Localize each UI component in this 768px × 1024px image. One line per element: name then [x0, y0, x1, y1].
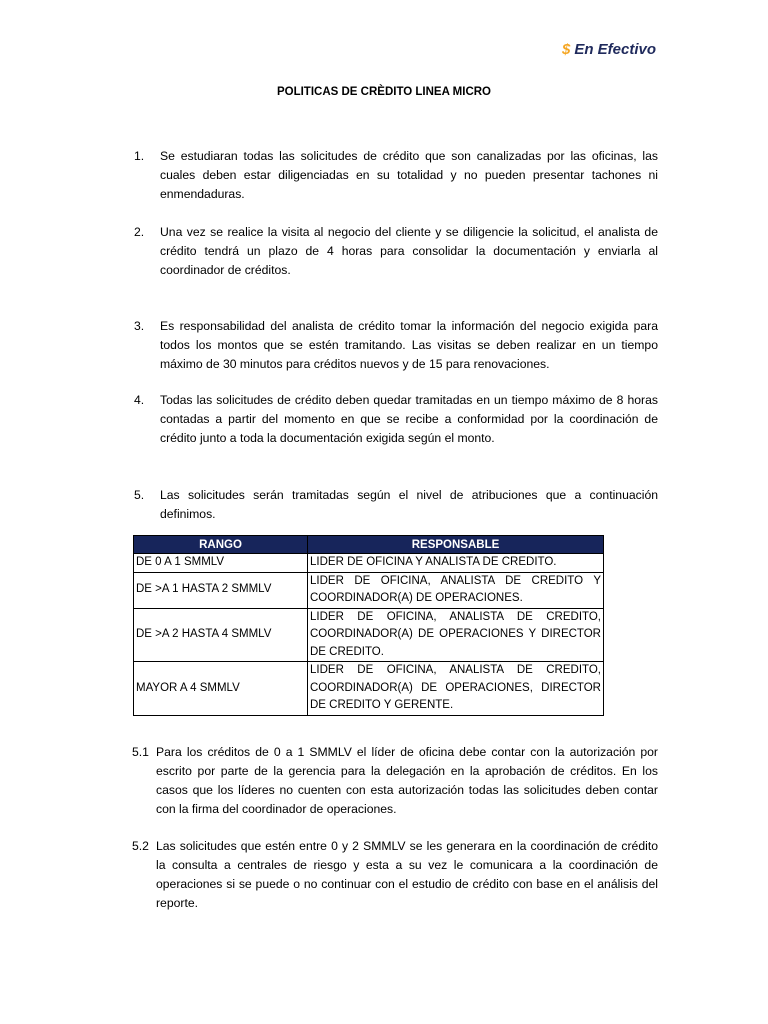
sub-item-text: Para los créditos de 0 a 1 SMMLV el líder de oficina debe contar con la autorización por escrito por parte de la gerencia para la delegación en la aprobación de créditos. En los casos que los líderes no cuenten con esta autorización todas las solicitudes deben contar con la firma del coordinador de operaciones.: [156, 745, 658, 816]
sub-item: [132, 837, 658, 913]
brand-name: En Efectivo: [574, 41, 657, 58]
item-number: 3.: [134, 319, 145, 333]
item-number: 4.: [134, 393, 145, 407]
page-title: POLITICAS DE CRÈDITO LINEA MICRO: [276, 86, 492, 98]
item-text: Las solicitudes serán tramitadas según el nivel de atribuciones que a continuación definimos.: [160, 488, 658, 521]
brand-logo: [562, 41, 656, 58]
dollar-icon: $: [562, 41, 571, 58]
table-row: [134, 608, 604, 662]
item-number: 5.: [134, 488, 145, 502]
table-row: [134, 662, 604, 716]
sub-item-text: Las solicitudes que estén entre 0 y 2 SMMLV se les generara en la coordinación de crédito la consulta a centrales de riesgo y esta a su vez le comunicara a la coordinación de operaciones si se puede o no continuar con el estudio de crédito con base en el análisis del reporte.: [156, 839, 658, 910]
column-header-rango: RANGO: [134, 536, 308, 554]
table-cell-rango: MAYOR A 4 SMMLV: [134, 662, 308, 716]
item-text: Es responsabilidad del analista de crédito tomar la información del negocio exigida para todos los montos que se estén tramitando. Las visitas se deben realizar en un tiempo máximo de 30 minutos para créditos nuevos y de 15 para renovaciones.: [160, 319, 658, 371]
table-row: [134, 554, 604, 573]
item-text: Se estudiaran todas las solicitudes de crédito que son canalizadas por las oficinas, las cuales deben estar diligenciadas en su totalidad y no pueden presentar tachones ni enmendaduras.: [160, 149, 658, 201]
table-cell-responsable: LIDER DE OFICINA, ANALISTA DE CREDITO, COORDINADOR(A) DE OPERACIONES, DIRECTOR DE CREDITO Y GERENTE.: [308, 662, 604, 716]
list-item: [134, 486, 658, 524]
item-number: 2.: [134, 225, 145, 239]
table-cell-rango: DE >A 2 HASTA 4 SMMLV: [134, 608, 308, 662]
table-cell-responsable: LIDER DE OFICINA Y ANALISTA DE CREDITO.: [308, 554, 604, 573]
item-text: Una vez se realice la visita al negocio del cliente y se diligencie la solicitud, el analista de crédito tendrá un plazo de 4 horas para consolidar la documentación y enviarla al coordinador de créditos.: [160, 225, 658, 277]
list-item: [134, 391, 658, 448]
attributions-table: [133, 535, 604, 716]
sub-item-number: 5.2: [132, 839, 149, 853]
table-cell-rango: DE >A 1 HASTA 2 SMMLV: [134, 572, 308, 608]
table-cell-rango: DE 0 A 1 SMMLV: [134, 554, 308, 573]
table-cell-responsable: LIDER DE OFICINA, ANALISTA DE CREDITO, COORDINADOR(A) DE OPERACIONES Y DIRECTOR DE CREDITO.: [308, 608, 604, 662]
column-header-responsable: RESPONSABLE: [308, 536, 604, 554]
table-row: [134, 572, 604, 608]
list-item: [134, 317, 658, 374]
item-text: Todas las solicitudes de crédito deben quedar tramitadas en un tiempo máximo de 8 horas contadas a partir del momento en que se recibe a conformidad por la coordinación de crédito junto a toda la documentación exigida según el monto.: [160, 393, 658, 445]
list-item: [134, 147, 658, 204]
table-cell-responsable: LIDER DE OFICINA, ANALISTA DE CREDITO Y COORDINADOR(A) DE OPERACIONES.: [308, 572, 604, 608]
sub-item-number: 5.1: [132, 745, 149, 759]
sub-item: [132, 743, 658, 819]
table-header-row: [134, 536, 604, 554]
list-item: [134, 223, 658, 280]
item-number: 1.: [134, 149, 145, 163]
